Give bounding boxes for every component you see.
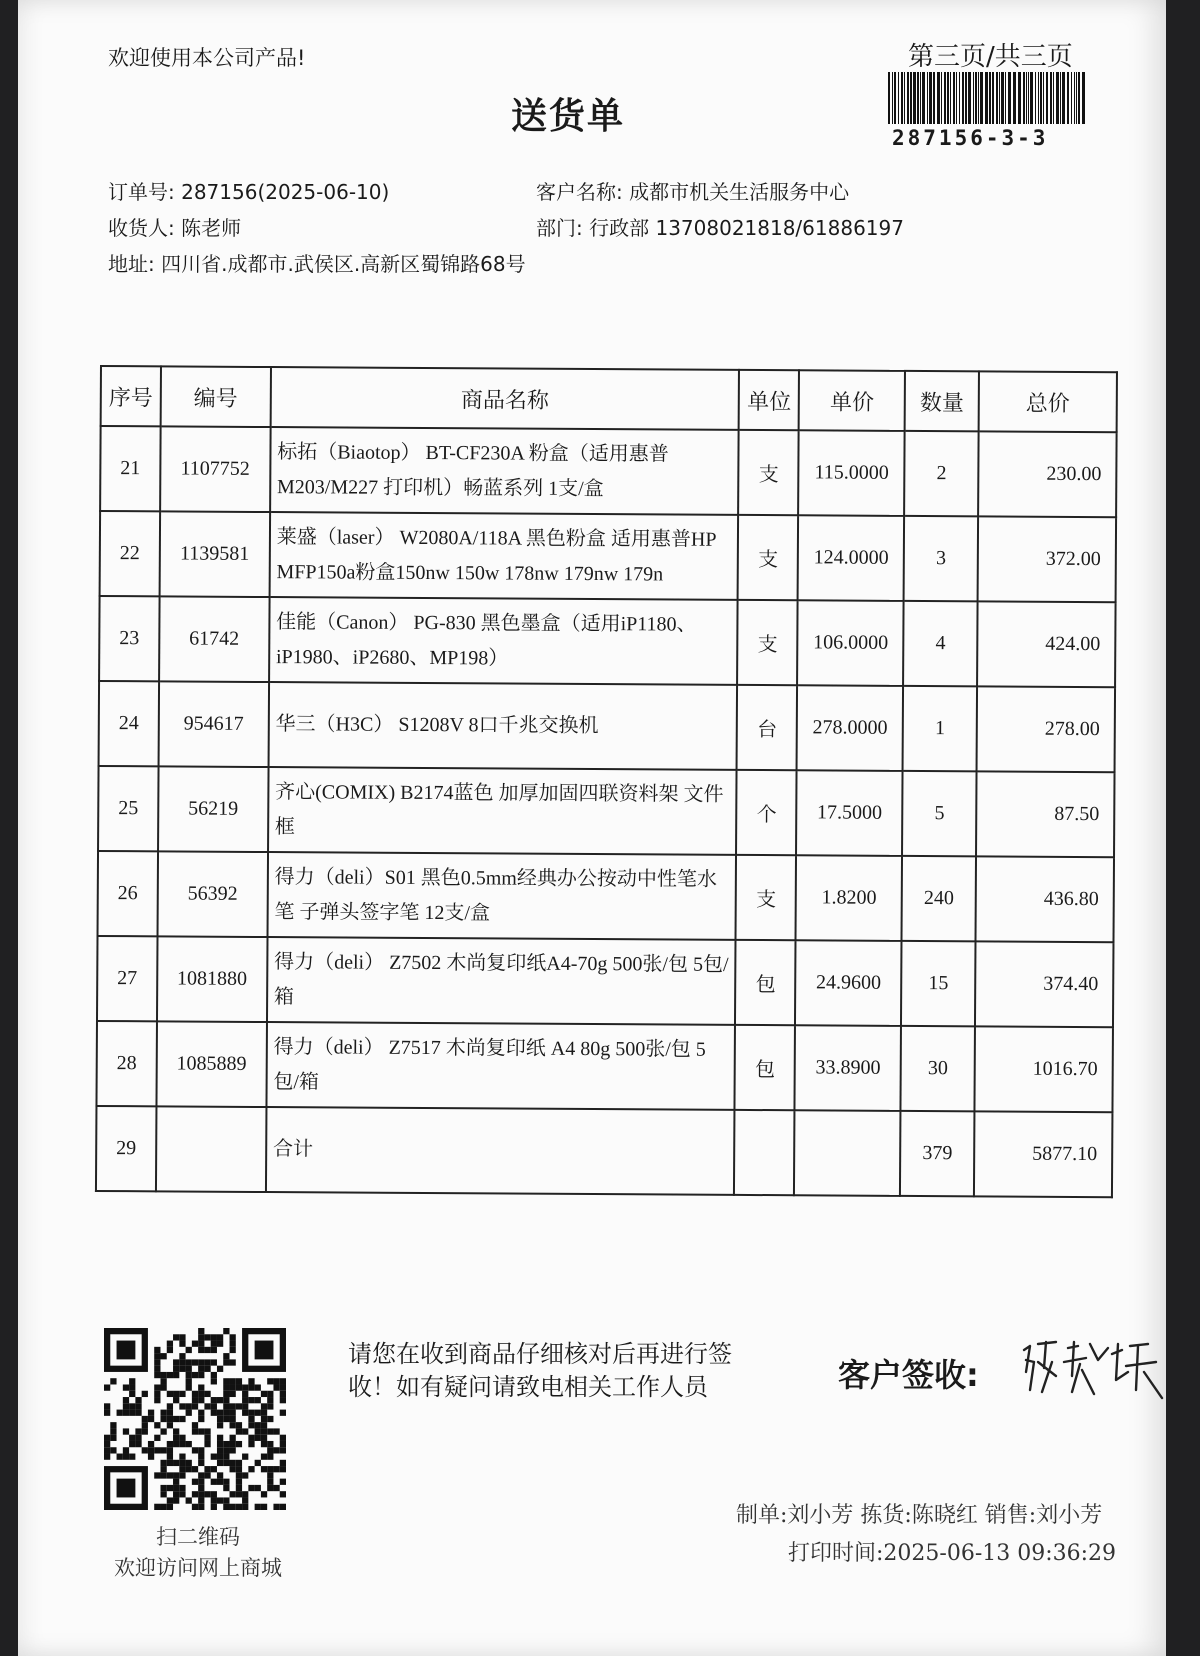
row-price: 1.8200 [796,855,902,941]
row-seq: 23 [99,596,159,681]
row-price: 106.0000 [797,600,903,686]
row-total: 436.80 [976,856,1114,942]
row-name: 得力（deli）S01 黑色0.5mm经典办公按动中性笔水笔 子弹头签字笔 12支/盒 [267,852,736,940]
row-total: 230.00 [978,431,1116,517]
receiver [108,212,241,241]
row-qty: 30 [901,1026,975,1111]
row-unit: 支 [738,600,798,685]
order-number-label: 订单号: [108,180,175,204]
row-qty: 3 [904,516,978,601]
order-number [108,176,389,205]
document-title: 送货单 [510,96,625,137]
address-label: 地址: [108,252,155,276]
address-value: 四川省.成都市.武侯区.高新区蜀锦路68号 [161,252,526,276]
table-row [97,936,1114,1027]
row-total: 87.50 [976,771,1114,857]
notice-line-1: 请您在收到商品仔细核对后再进行签 [348,1340,732,1368]
table-row [100,426,1117,517]
row-seq: 21 [100,426,160,511]
order-number-value: 287156(2025-06-10) [181,180,390,204]
row-unit: 支 [738,515,798,600]
col-header-qty: 数量 [905,371,979,431]
row-code: 1085889 [156,1021,266,1107]
notice-line-2: 收！如有疑问请致电相关工作人员 [348,1373,708,1401]
table-row [99,681,1116,772]
row-unit: 个 [736,770,796,855]
row-qty: 240 [902,856,976,941]
row-total: 374.40 [975,941,1113,1027]
qr-code[interactable] [104,1328,286,1510]
row-price: 115.0000 [798,430,904,516]
row-price: 33.8900 [795,1025,901,1111]
row-unit: 支 [736,855,796,940]
summary-unit [734,1110,794,1195]
table-row [100,511,1117,602]
row-code: 954617 [158,681,268,767]
row-code: 1107752 [160,426,270,512]
page-indicator: 第三页/共三页 [908,42,1073,72]
col-header-seq: 序号 [101,366,161,426]
summary-price [794,1110,900,1196]
receiver-label: 收货人: [108,216,175,240]
customer-name-value: 成都市机关生活服务中心 [629,180,850,204]
welcome-text: 欢迎使用本公司产品! [108,46,306,70]
table-header-row [101,366,1117,432]
table-row [96,1021,1113,1112]
row-name: 莱盛（laser） W2080A/118A 黑色粉盒 适用惠普HP MFP150a粉盒150nw 150w 178nw 179nw 179n [269,512,738,600]
row-code: 56392 [157,851,267,937]
row-qty: 5 [902,771,976,856]
summary-row [96,1106,1113,1197]
col-header-price: 单价 [799,370,905,431]
row-total: 278.00 [977,686,1115,772]
col-header-unit: 单位 [739,370,799,430]
row-total: 424.00 [977,601,1115,687]
row-code: 1139581 [159,511,269,597]
address [108,248,526,277]
customer-sign-label: 客户签收: [838,1356,979,1394]
department-label: 部门: [536,216,583,240]
row-seq: 25 [98,766,158,851]
receiver-value: 陈老师 [181,216,242,240]
row-price: 278.0000 [797,685,903,771]
row-price: 124.0000 [798,515,904,601]
staff-info: 制单:刘小芳 拣货:陈晓红 销售:刘小芳 [736,1503,1103,1528]
barcode [888,72,1088,124]
qr-caption [88,1522,308,1584]
row-unit: 包 [735,940,795,1025]
row-qty: 2 [904,431,978,516]
row-seq: 28 [96,1021,156,1106]
department [536,212,904,241]
col-header-total: 总价 [979,371,1117,432]
row-unit: 支 [739,430,799,515]
row-price: 17.5000 [796,770,902,856]
col-header-code: 编号 [161,366,271,427]
qr-caption-mall: 欢迎访问网上商城 [114,1556,282,1580]
summary-seq: 29 [96,1106,156,1191]
row-name: 齐心(COMIX) B2174蓝色 加厚加固四联资料架 文件框 [268,767,737,855]
table-row [98,766,1115,857]
row-total: 372.00 [978,516,1116,602]
row-code: 61742 [159,596,269,682]
summary-qty: 379 [900,1111,974,1196]
row-seq: 27 [97,936,157,1021]
table-row [99,596,1116,687]
row-name: 佳能（Canon） PG-830 黑色墨盒（适用iP1180、iP1980、iP2680、MP198） [269,597,738,685]
row-qty: 1 [903,686,977,771]
summary-label: 合计 [266,1107,735,1195]
row-seq: 26 [98,851,158,936]
goods-table [95,365,1118,1198]
row-code: 1081880 [157,936,267,1022]
barcode-number: 287156-3-3 [892,126,1049,150]
customer-name-label: 客户名称: [536,180,623,204]
department-value: 行政部 13708021818/61886197 [589,216,904,240]
row-price: 24.9600 [795,940,901,1026]
row-total: 1016.70 [975,1026,1113,1112]
col-header-name: 商品名称 [270,367,739,430]
table-row [98,851,1115,942]
row-name: 得力（deli） Z7517 木尚复印纸 A4 80g 500张/包 5包/箱 [266,1022,735,1110]
summary-code [156,1106,266,1192]
row-name: 得力（deli） Z7502 木尚复印纸A4-70g 500张/包 5包/箱 [267,937,736,1025]
row-seq: 22 [100,511,160,596]
customer-signature [1016,1332,1166,1407]
row-unit: 台 [737,685,797,770]
row-code: 56219 [158,766,268,852]
row-qty: 15 [901,941,975,1026]
notice-text [348,1338,732,1404]
row-seq: 24 [99,681,159,766]
delivery-note-paper [18,0,1166,1656]
summary-total: 5877.10 [974,1111,1112,1197]
print-time: 打印时间:2025-06-13 09:36:29 [788,1541,1117,1566]
row-name: 华三（H3C） S1208V 8口千兆交换机 [268,682,737,770]
row-qty: 4 [903,601,977,686]
row-name: 标拓（Biaotop） BT-CF230A 粉盒（适用惠普M203/M227 打印机）畅蓝系列 1支/盒 [270,427,739,515]
row-unit: 包 [735,1025,795,1110]
qr-caption-scan: 扫二维码 [156,1525,240,1549]
customer-name [536,176,849,205]
